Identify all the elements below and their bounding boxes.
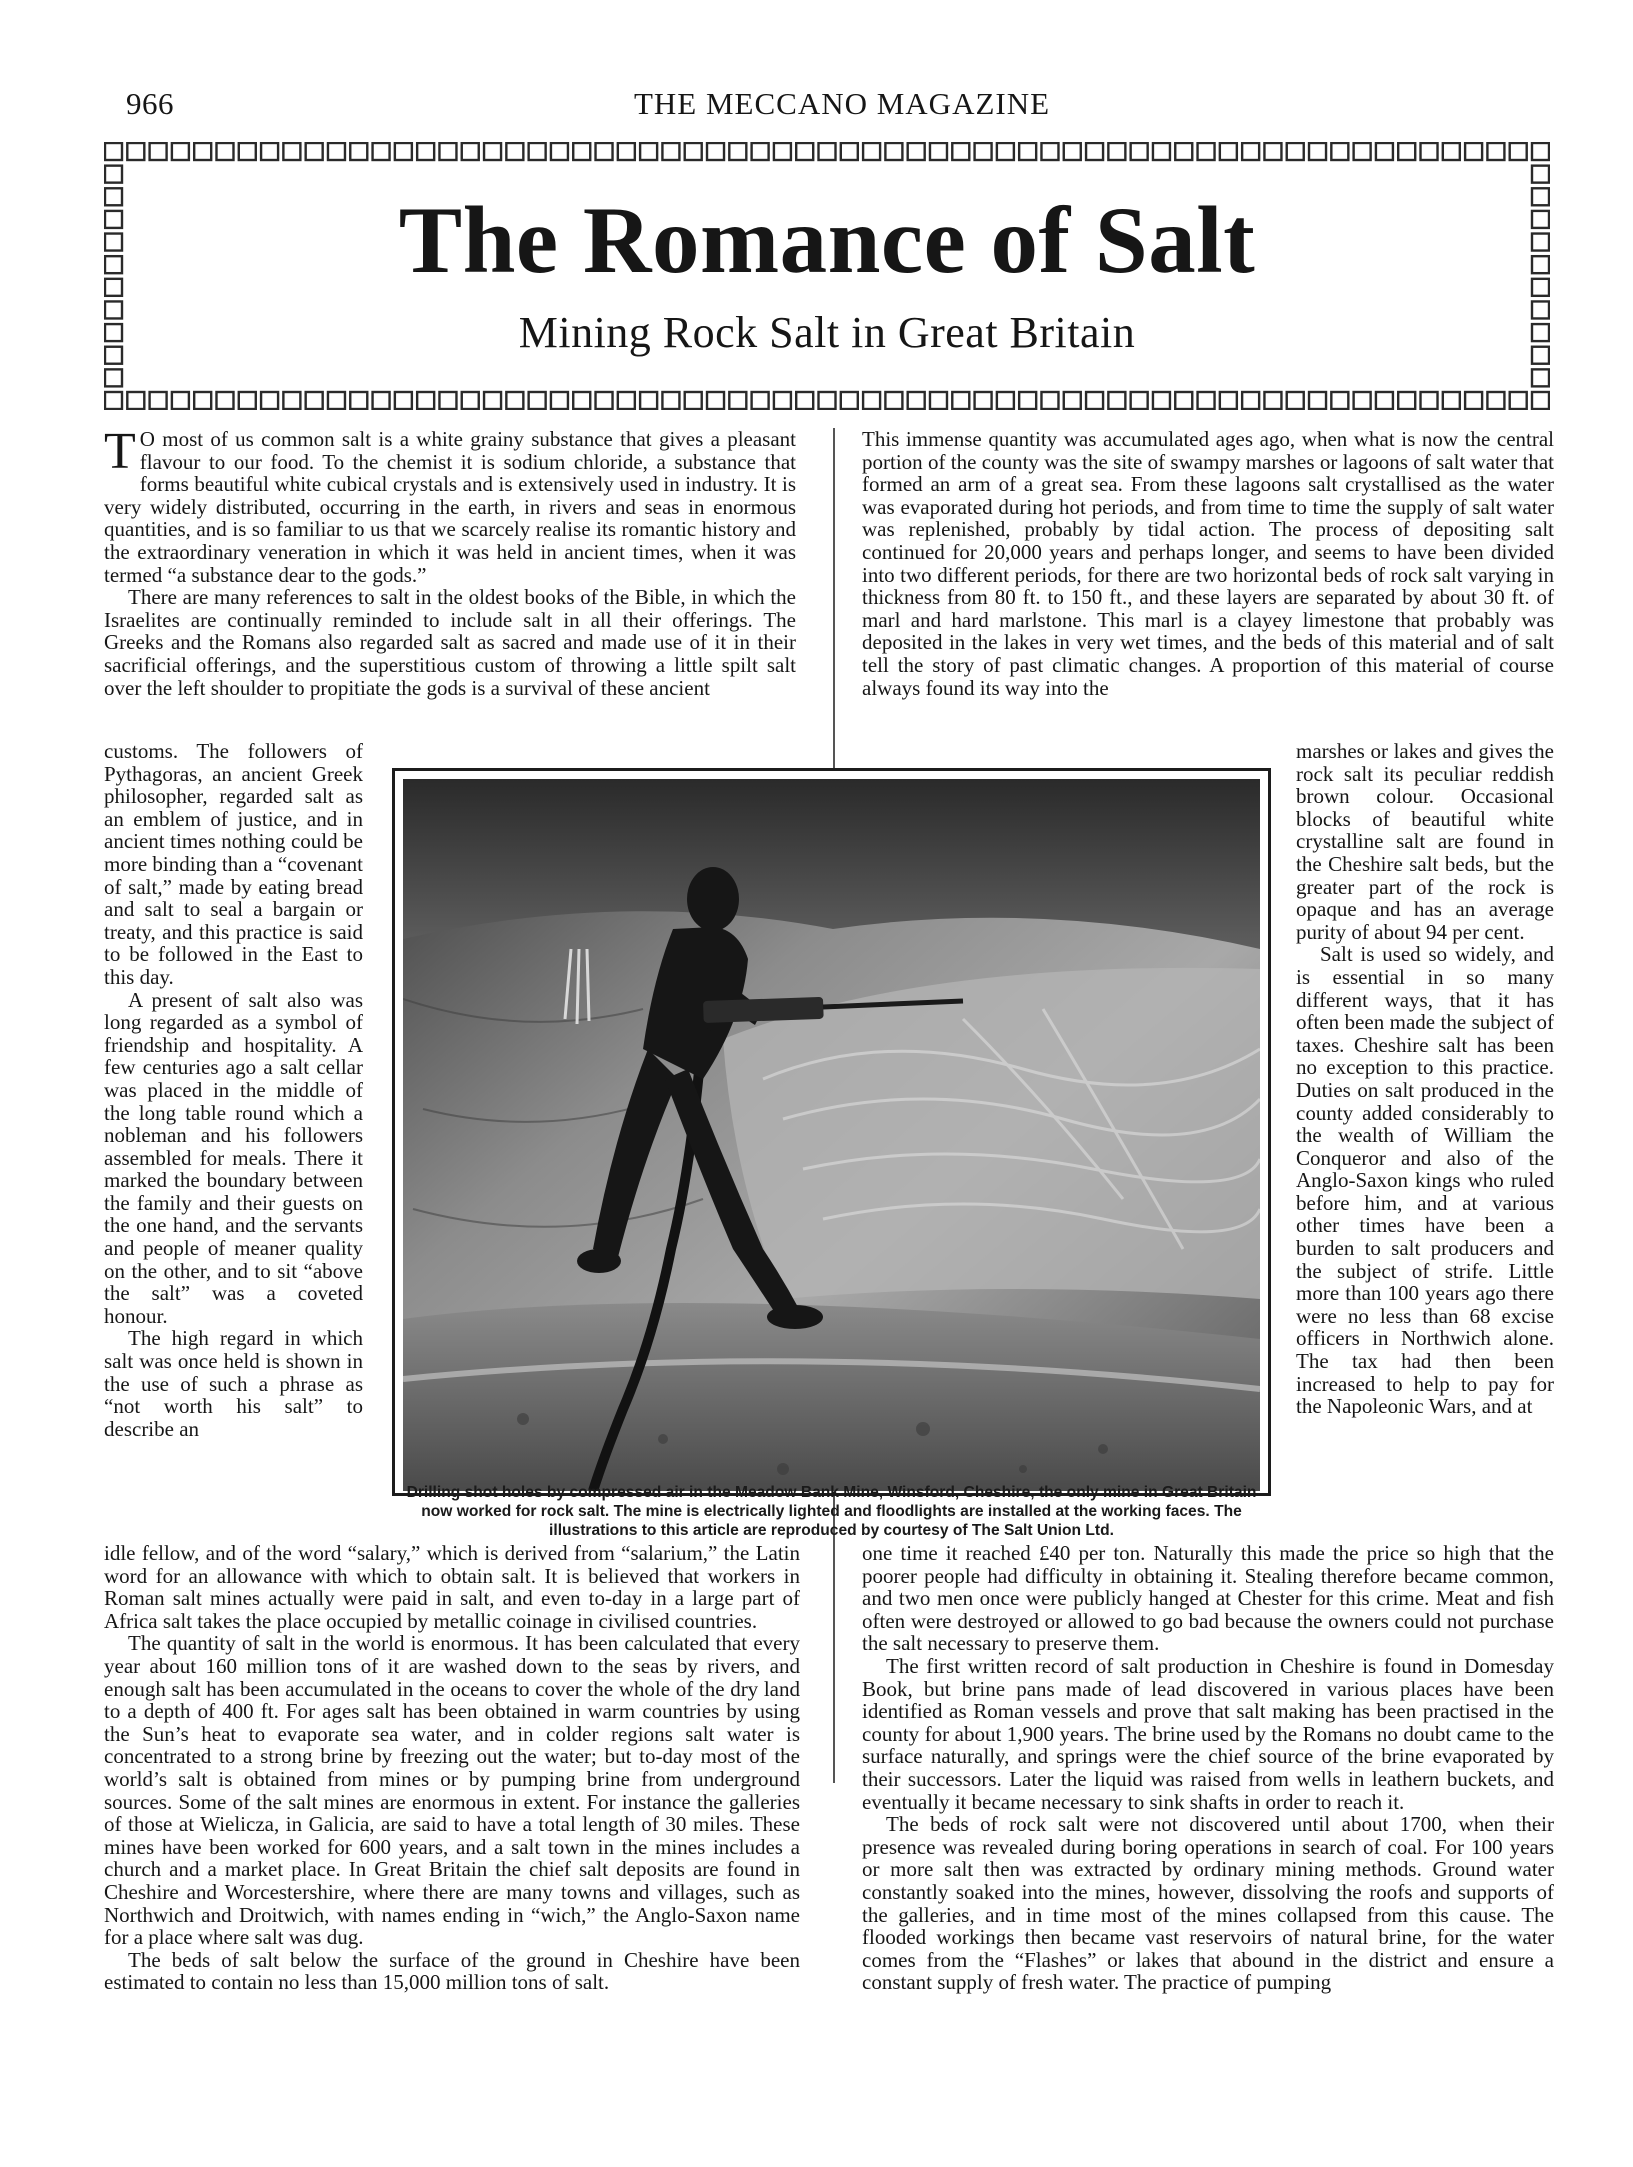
border-square [283, 143, 300, 160]
border-square [975, 143, 992, 160]
border-square [952, 143, 969, 160]
border-square [975, 392, 992, 409]
border-square [863, 392, 880, 409]
border-square [1086, 392, 1103, 409]
border-square [105, 143, 122, 160]
border-square [373, 143, 390, 160]
border-square [484, 143, 501, 160]
border-square [1443, 392, 1460, 409]
border-square [885, 392, 902, 409]
magazine-title: THE MECCANO MAGAZINE [633, 86, 1051, 121]
border-square [1532, 347, 1549, 364]
border-square [1019, 143, 1036, 160]
border-square [796, 143, 813, 160]
border-square [328, 392, 345, 409]
border-square [1064, 392, 1081, 409]
border-square [350, 392, 367, 409]
border-square [1532, 256, 1549, 273]
border-square [1510, 392, 1527, 409]
paragraph: There are many references to salt in the oldest books of the Bible, in which the Israelites are continually reminded to include salt in all their offerings. The Greeks and the Romans also regarded salt as sacred and made use of it in their sacrificial offerings, and the superstitious custom of throwing a little spilt salt over the left shoulder to propitiate the gods is a survival of these ancient [104, 585, 796, 700]
border-square [1532, 279, 1549, 296]
border-square [306, 392, 323, 409]
border-square [640, 143, 657, 160]
border-square [1532, 166, 1549, 183]
border-square [685, 143, 702, 160]
border-square [261, 392, 278, 409]
border-square [529, 392, 546, 409]
border-square [729, 392, 746, 409]
border-square [1532, 143, 1549, 160]
title-frame [104, 142, 1550, 410]
border-square [1153, 143, 1170, 160]
border-square [707, 392, 724, 409]
border-square [1532, 324, 1549, 341]
border-square [618, 392, 635, 409]
border-square [930, 143, 947, 160]
border-square [908, 143, 925, 160]
border-square [1331, 392, 1348, 409]
border-square [596, 392, 613, 409]
border-square [439, 392, 456, 409]
border-square [105, 188, 122, 205]
border-square [1354, 143, 1371, 160]
border-square [841, 143, 858, 160]
border-square [1242, 392, 1259, 409]
border-square [1108, 392, 1125, 409]
border-square [752, 392, 769, 409]
left-column-narrow [104, 740, 363, 1542]
border-square [573, 143, 590, 160]
border-square [1421, 143, 1438, 160]
paragraph: This immense quantity was accumulated ages ago, when what is now the central portion of the county was the site of swampy marshes or lagoons of salt water that formed an arm of a great sea. From these lagoons salt crystallised as the water was evaporated during hot periods, and from time to time the supply of salt water was replenished, probably by tidal action. The process of depositing salt continued for 20,000 years and perhaps longer, and seems to have been divided into two different periods, for there are two horizontal beds of rock salt varying in thickness from 80 ft. to 150 ft., and these layers are separated by about 30 ft. of marl and hard marlstone. This marl is a clayey limestone that probably was deposited in the lakes in very wet times, and the beds of this material and of salt tell the story of past climatic changes. A proportion of this material of course always found its way into the [862, 427, 1554, 700]
border-square [841, 392, 858, 409]
border-square [1220, 392, 1237, 409]
running-head [126, 86, 1558, 126]
paragraph: A present of salt also was long regarded as a symbol of friendship and hospitality. A few centuries ago a salt cellar was placed in the middle of the long table round which a nobleman and his followers assembled for meals. There it marked the boundary between the family and their guests on the one hand, and the servants and people of meaner quality on the other, and to sit “above the salt” was a coveted honour. [104, 987, 363, 1328]
border-square [105, 392, 122, 409]
border-square [172, 143, 189, 160]
paragraph: customs. The followers of Pythagoras, an ancient Greek philosopher, regarded salt as an emblem of justice, and in ancient times nothing could be more binding than a “covenant of salt,” made by eating bread and salt to seal a bargain or treaty, and this practice is said to be followed in the East to this day. [104, 739, 363, 989]
border-square [1443, 143, 1460, 160]
border-square [529, 143, 546, 160]
border-square [997, 392, 1014, 409]
border-square [930, 392, 947, 409]
border-square [239, 143, 256, 160]
border-square [150, 143, 167, 160]
border-square [774, 143, 791, 160]
border-square [350, 143, 367, 160]
miner-drilling-illustration [403, 779, 1260, 1491]
border-square [105, 369, 122, 386]
border-square [1287, 392, 1304, 409]
border-square [1421, 392, 1438, 409]
border-square [1398, 392, 1415, 409]
paragraph: The first written record of salt production in Cheshire is found in Domesday Book, but brine pans made of lead discovered in various places have been identified as Roman vessels and prove that salt making has been practised in the county for about 1,900 years. The brine used by the Romans no doubt came to the surface naturally, and springs were the chief source of the brine evaporated by their successors. Later the liquid was raised from wells in leathern buckets, and eventually it became necessary to sink shafts in order to reach it. [862, 1653, 1554, 1814]
border-square [462, 392, 479, 409]
right-column-top [862, 428, 1554, 740]
border-square [885, 143, 902, 160]
left-column-top [104, 423, 796, 740]
border-square [640, 392, 657, 409]
border-square [1019, 392, 1036, 409]
right-column-bottom [862, 1542, 1554, 2102]
paragraph: The high regard in which salt was once held is shown in the use of such a phrase as “not worth his salt” to describe an [104, 1326, 363, 1441]
border-square [1309, 143, 1326, 160]
border-square [1309, 392, 1326, 409]
article-subtitle: Mining Rock Salt in Great Britain [518, 308, 1136, 357]
border-square [484, 392, 501, 409]
border-square [752, 143, 769, 160]
border-square [551, 392, 568, 409]
paragraph: The beds of rock salt were not discovered until about 1700, when their presence was revealed during boring operations in search of coal. For 100 years or more salt then was extracted by ordinary mining methods. Ground water constantly soaked into the mines, however, dissolving the roofs and supports of the galleries, and in time most of the mines collapsed from this cause. The flooded workings then became vast reservoirs of natural brine, for the water comes from the “Flashes” or lakes that abound in the district and ensure a constant supply of fresh water. The practice of pumping [862, 1812, 1554, 1995]
border-square [1376, 143, 1393, 160]
border-square [1532, 188, 1549, 205]
border-square [1354, 392, 1371, 409]
border-square [1131, 392, 1148, 409]
right-column-narrow [1296, 740, 1554, 1542]
border-square [1198, 143, 1215, 160]
border-square [662, 392, 679, 409]
border-square [439, 143, 456, 160]
drop-cap: T [104, 423, 136, 480]
border-square [1532, 234, 1549, 251]
border-square [1153, 392, 1170, 409]
border-square [150, 392, 167, 409]
border-square [194, 143, 211, 160]
left-column-bottom [104, 1542, 800, 2102]
border-square [1064, 143, 1081, 160]
border-square [1487, 143, 1504, 160]
border-square [1398, 143, 1415, 160]
border-square [306, 143, 323, 160]
border-square [662, 143, 679, 160]
border-square [105, 234, 122, 251]
border-square [1242, 143, 1259, 160]
border-square [1510, 143, 1527, 160]
border-square [908, 392, 925, 409]
border-square [1041, 392, 1058, 409]
border-square [863, 143, 880, 160]
border-square [1532, 211, 1549, 228]
paragraph: idle fellow, and of the word “salary,” which is derived from “salarium,” the Latin word for an allowance with which to obtain salt. It is believed that workers in Roman salt mines actually were paid in salt, and even to-day in a large part of Africa salt takes the place occupied by metallic coinage in civilised countries. [104, 1541, 800, 1633]
border-square [105, 301, 122, 318]
border-square [1465, 143, 1482, 160]
border-square [1532, 392, 1549, 409]
border-square [1264, 392, 1281, 409]
border-square [551, 143, 568, 160]
border-square [1532, 301, 1549, 318]
photo-frame [392, 768, 1271, 1496]
page-number: 966 [126, 86, 174, 121]
border-square [1108, 143, 1125, 160]
border-square [1287, 143, 1304, 160]
border-square [796, 392, 813, 409]
border-square [1532, 369, 1549, 386]
paragraph: one time it reached £40 per ton. Naturally this made the price so high that the poorer people had difficulty in obtaining it. Stealing therefore became common, and two men once were publicly hanged at Chester for this crime. Meat and fish often were destroyed or allowed to go bad because the owners could not purchase the salt necessary to preserve them. [862, 1541, 1554, 1656]
border-square [172, 392, 189, 409]
paragraph [104, 423, 796, 587]
border-square [952, 392, 969, 409]
border-square [1487, 392, 1504, 409]
border-square [573, 392, 590, 409]
border-square [1465, 392, 1482, 409]
border-square [997, 143, 1014, 160]
border-square [1175, 392, 1192, 409]
paragraph: The beds of salt below the surface of the ground in Cheshire have been estimated to contain no less than 15,000 million tons of salt. [104, 1947, 800, 1995]
border-square [127, 143, 144, 160]
border-square [395, 143, 412, 160]
border-square [373, 392, 390, 409]
border-square [261, 143, 278, 160]
border-square [1198, 392, 1215, 409]
paragraph: marshes or lakes and gives the rock salt its peculiar reddish brown colour. Occasional blocks of beautiful white crystalline salt are found in the Cheshire salt beds, but the greater part of the rock is opaque and has an average purity of about 94 per cent. [1296, 739, 1554, 944]
border-square [1131, 143, 1148, 160]
border-square [127, 392, 144, 409]
border-square [239, 392, 256, 409]
border-square [596, 143, 613, 160]
paragraph: Salt is used so widely, and is essential in so many different ways, that it has often been made the subject of taxes. Cheshire salt has been no exception to this practice. Duties on salt produced in the county added considerably to the wealth of William the Conqueror and also of the Anglo-Saxon kings who ruled before him, and at various other times have been a burden to salt producers and the subject of strife. Little more than 100 years ago there were no less than 68 excise officers in Northwich alone. The tax had then been increased to help to pay for the Napoleonic Wars, and at [1296, 942, 1554, 1419]
border-square [1220, 143, 1237, 160]
photo-caption: Drilling shot holes by compressed air in the Meadow Bank Mine, Winsford, Cheshire, the only mine in Great Britain now worked for rock salt. The mine is electrically lighted and floodlights are installed at the working faces. The illustrations to this article are reproduced by courtesy of The Salt Union Ltd. [406, 1484, 1257, 1539]
border-square [729, 143, 746, 160]
border-square [105, 347, 122, 364]
border-square [105, 256, 122, 273]
title-block [134, 187, 1520, 358]
mine-photograph [403, 779, 1260, 1491]
paragraph: The quantity of salt in the world is enormous. It has been calculated that every year about 160 million tons of it are washed down to the seas by rivers, and enough salt has been accumulated in the oceans to cover the whole of the dry land to a depth of 400 ft. For ages salt has been obtained in warm countries by using the Sun’s heat to evaporate sea water, and in colder regions salt water is concentrated to a strong brine by freezing out the water; but to-day most of the world’s salt is obtained from mines or by pumping brine from underground sources. Some of the salt mines are enormous in extent. For instance the galleries of those at Wielicza, in Galicia, are said to have a total length of 30 miles. These mines have been worked for 600 years, and a salt town in the mines includes a church and a market place. In Great Britain the chief salt deposits are found in Cheshire and Worcestershire, where there are many towns and villages, such as Northwich and Droitwich, with names ending in “wich,” the Anglo-Saxon name for a place where salt was dug. [104, 1631, 800, 1950]
border-square [194, 392, 211, 409]
border-square [618, 143, 635, 160]
border-square [1086, 143, 1103, 160]
border-square [1041, 143, 1058, 160]
border-square [707, 143, 724, 160]
border-square [462, 143, 479, 160]
border-square [105, 279, 122, 296]
border-square [417, 143, 434, 160]
border-square [819, 143, 836, 160]
border-square [328, 143, 345, 160]
border-square [1376, 392, 1393, 409]
border-square [105, 324, 122, 341]
border-square [1331, 143, 1348, 160]
border-square [105, 211, 122, 228]
paragraph-text: O most of us common salt is a white grainy substance that gives a pleasant flavour to our food. To the chemist it is sodium chloride, a substance that forms beautiful white cubical crystals and is extensively used in industry. It is very widely distributed, occurring in the earth, in rivers and seas in enormous quantities, and is so familiar to us that we scarcely realise its romantic history and the extraordinary veneration in which it was held in ancient times, when it was termed “a substance dear to the gods.” [104, 427, 796, 587]
border-square [506, 143, 523, 160]
border-square [283, 392, 300, 409]
article-title: The Romance of Salt [398, 187, 1256, 293]
border-square [506, 392, 523, 409]
border-square [685, 392, 702, 409]
border-square [395, 392, 412, 409]
border-square [105, 166, 122, 183]
border-square [819, 392, 836, 409]
border-square [216, 143, 233, 160]
border-square [1264, 143, 1281, 160]
border-square [1175, 143, 1192, 160]
border-square [774, 392, 791, 409]
border-square [216, 392, 233, 409]
border-square [417, 392, 434, 409]
